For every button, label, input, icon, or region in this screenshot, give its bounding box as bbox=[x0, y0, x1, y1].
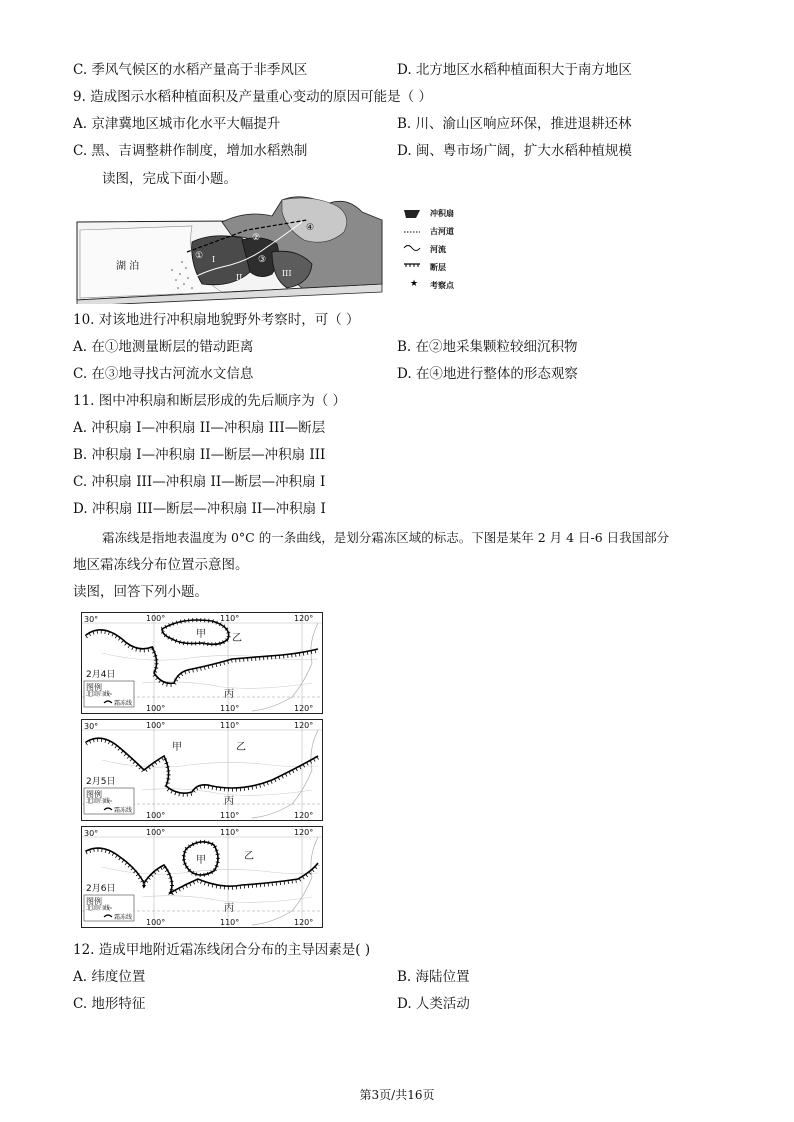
frost-map-svg bbox=[82, 613, 322, 713]
longitude-bottom-label: 120° bbox=[294, 918, 314, 927]
region-yi-label: 乙 bbox=[232, 633, 242, 644]
q10-option-d: D. 在④地进行整体的形态观察 bbox=[397, 366, 578, 382]
fan-label-1: I bbox=[212, 255, 216, 264]
region-yi-label: 乙 bbox=[244, 851, 254, 862]
marker-2: ② bbox=[252, 233, 261, 243]
fig1-legend-symbols bbox=[402, 208, 422, 298]
fan-label-2: II bbox=[236, 273, 243, 282]
region-bing-label: 丙 bbox=[224, 903, 234, 914]
q9-option-c: C. 黑、吉调整耕作制度，增加水稻熟制 bbox=[73, 143, 308, 159]
q9-stem: 9. 造成图示水稻种植面积及产量重心变动的原因可能是（ ） bbox=[73, 89, 432, 105]
river-line bbox=[142, 896, 312, 903]
legend-survey-point: 考察点 bbox=[430, 281, 454, 290]
legend-frost-label: 霜冻线 bbox=[114, 914, 133, 921]
intro-read-figure: 读图，完成下面小题。 bbox=[102, 171, 237, 187]
longitude-bottom-label: 110° bbox=[220, 918, 240, 927]
q10-option-c: C. 在③地寻找古河流水文信息 bbox=[73, 366, 254, 382]
page-footer: 第3页/共16页 bbox=[359, 1088, 435, 1102]
legend-river: 河流 bbox=[430, 245, 446, 254]
longitude-bottom-label: 120° bbox=[294, 704, 314, 713]
frost-map-svg bbox=[82, 827, 322, 927]
legend-tropic-label: 北回归线 bbox=[86, 691, 111, 698]
frost-line bbox=[86, 738, 318, 793]
q12-stem: 12. 造成甲地附近霜冻线闭合分布的主导因素是( ) bbox=[73, 942, 371, 958]
region-bing-label: 丙 bbox=[224, 796, 234, 807]
marker-3: ③ bbox=[258, 255, 267, 265]
coastline bbox=[252, 623, 318, 711]
q12-option-d: D. 人类活动 bbox=[397, 996, 470, 1012]
longitude-top-label: 100° bbox=[146, 828, 166, 837]
longitude-top-label: 110° bbox=[220, 614, 240, 623]
q8-option-c: C. 季风气候区的水稻产量高于非季风区 bbox=[73, 62, 308, 78]
q9-option-b: B. 川、渝山区响应环保，推进退耕还林 bbox=[397, 116, 632, 132]
legend-fault: 断层 bbox=[430, 263, 446, 272]
longitude-bottom-label: 100° bbox=[146, 918, 166, 927]
longitude-top-label: 120° bbox=[294, 828, 314, 837]
longitude-top-label: 120° bbox=[294, 614, 314, 623]
lake-label: 湖 泊 bbox=[116, 261, 140, 272]
frost-map-1 bbox=[81, 612, 323, 714]
legend-frost-label: 霜冻线 bbox=[114, 700, 133, 707]
longitude-top-label: 100° bbox=[146, 614, 166, 623]
region-jia-label: 甲 bbox=[172, 742, 182, 753]
frost-map-svg bbox=[82, 720, 322, 820]
region-jia-label: 甲 bbox=[196, 855, 206, 866]
q11-option-c: C. 冲积扇 III—冲积扇 II—断层—冲积扇 I bbox=[73, 474, 326, 490]
fan-label-3: III bbox=[282, 269, 292, 278]
frost-intro-line-2: 地区霜冻线分布位置示意图。 bbox=[73, 557, 249, 573]
q11-option-d: D. 冲积扇 III—断层—冲积扇 II—冲积扇 I bbox=[73, 501, 326, 517]
longitude-top-label: 110° bbox=[220, 828, 240, 837]
latitude-label: 30° bbox=[84, 829, 99, 838]
legend-alluvial-fan: 冲积扇 bbox=[430, 209, 454, 218]
q11-option-b: B. 冲积扇 I—冲积扇 II—断层—冲积扇 III bbox=[73, 447, 326, 463]
q12-option-c: C. 地形特征 bbox=[73, 996, 146, 1012]
legend-tropic-label: 北回归线 bbox=[86, 798, 111, 805]
marker-4: ④ bbox=[306, 223, 315, 233]
map-date-label: 2月4日 bbox=[86, 670, 116, 680]
q8-option-d: D. 北方地区水稻种植面积大于南方地区 bbox=[397, 62, 632, 78]
longitude-bottom-label: 100° bbox=[146, 704, 166, 713]
q11-option-a: A. 冲积扇 I—冲积扇 II—冲积扇 III—断层 bbox=[73, 420, 326, 436]
longitude-top-label: 100° bbox=[146, 721, 166, 730]
frost-map-3 bbox=[81, 826, 323, 928]
alluvial-fan-diagram-svg bbox=[72, 192, 392, 304]
marker-1: ① bbox=[195, 251, 204, 261]
svg-text:★: ★ bbox=[410, 279, 419, 289]
region-bing-label: 丙 bbox=[224, 689, 234, 700]
river-line bbox=[142, 789, 312, 796]
longitude-top-label: 120° bbox=[294, 721, 314, 730]
legend-title: 图例 bbox=[86, 790, 102, 799]
q10-stem: 10. 对该地进行冲积扇地貌野外考察时，可（ ） bbox=[73, 312, 360, 328]
latitude-label: 30° bbox=[84, 615, 99, 624]
q9-option-d: D. 闽、粤市场广阔，扩大水稻种植规模 bbox=[397, 143, 632, 159]
frost-map-2 bbox=[81, 719, 323, 821]
longitude-bottom-label: 110° bbox=[220, 811, 240, 820]
legend-tropic-label: 北回归线 bbox=[86, 905, 111, 912]
region-jia-label: 甲 bbox=[196, 629, 206, 640]
q12-option-b: B. 海陆位置 bbox=[397, 969, 470, 985]
longitude-bottom-label: 110° bbox=[220, 704, 240, 713]
map-date-label: 2月6日 bbox=[86, 884, 116, 894]
longitude-bottom-label: 100° bbox=[146, 811, 166, 820]
map-date-label: 2月5日 bbox=[86, 777, 116, 787]
frost-intro-read: 读图，回答下列小题。 bbox=[73, 584, 208, 600]
q11-stem: 11. 图中冲积扇和断层形成的先后顺序为（ ） bbox=[73, 393, 347, 409]
q12-option-a: A. 纬度位置 bbox=[73, 969, 146, 985]
longitude-top-label: 110° bbox=[220, 721, 240, 730]
region-yi-label: 乙 bbox=[236, 742, 246, 753]
q10-option-a: A. 在①地测量断层的错动距离 bbox=[73, 339, 254, 355]
legend-frost-label: 霜冻线 bbox=[114, 807, 133, 814]
legend-ancient-channel: 古河道 bbox=[430, 227, 454, 236]
q9-option-a: A. 京津冀地区城市化水平大幅提升 bbox=[73, 116, 281, 132]
alluvial-fan-block-diagram bbox=[72, 192, 472, 304]
legend-title: 图例 bbox=[86, 897, 102, 906]
latitude-label: 30° bbox=[84, 722, 99, 731]
q10-option-b: B. 在②地采集颗粒较细沉积物 bbox=[397, 339, 578, 355]
frost-intro-line-1: 霜冻线是指地表温度为 0°C 的一条曲线，是划分霜冻区域的标志。下图是某年 2 月 4 日-6 日我国部分 bbox=[102, 530, 670, 545]
longitude-bottom-label: 120° bbox=[294, 811, 314, 820]
legend-title: 图例 bbox=[86, 683, 102, 692]
